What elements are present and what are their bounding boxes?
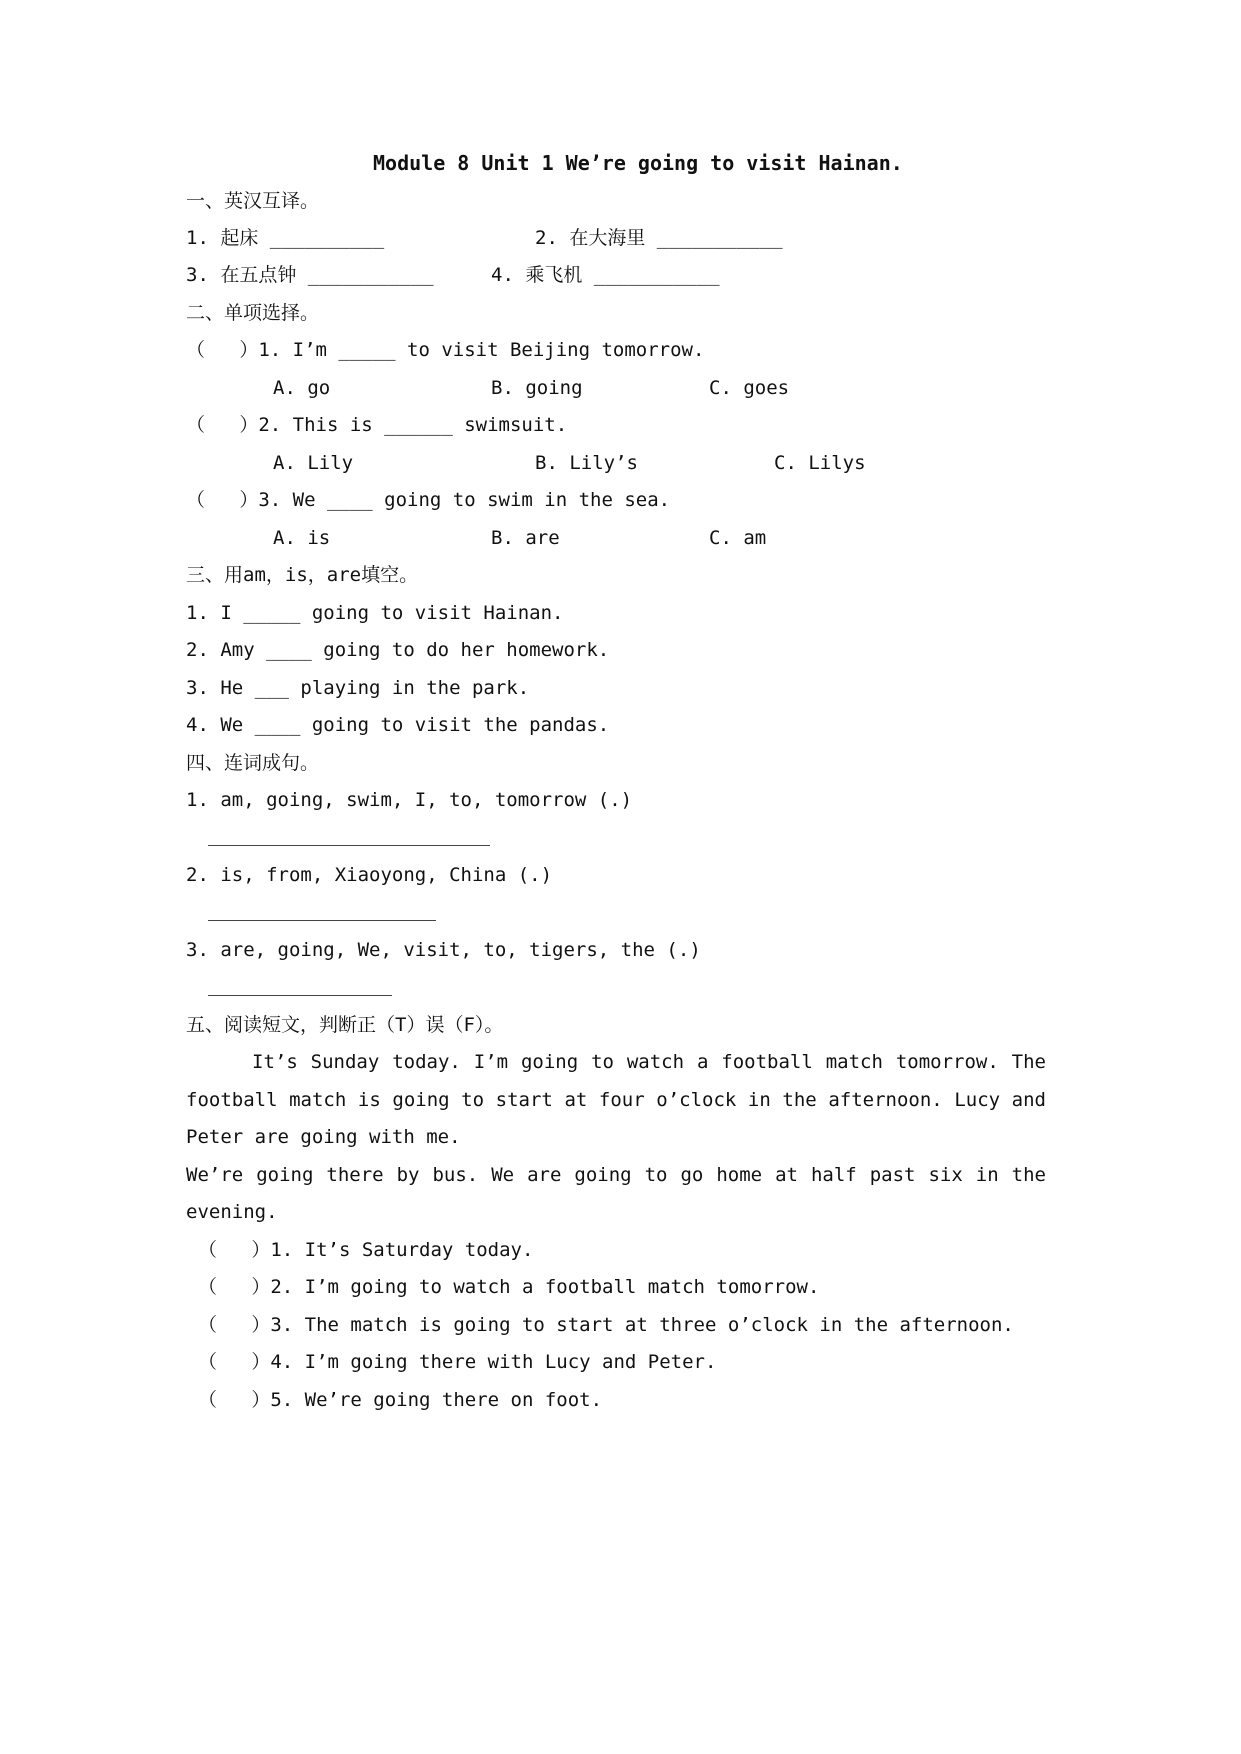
sentence-item-2: 2. is, from, Xiaoyong, China (.) bbox=[186, 864, 553, 886]
judge-item-3: （ ）3. The match is going to start at three o’clock in the afternoon. bbox=[198, 1314, 1014, 1336]
answer-line bbox=[208, 920, 436, 921]
page-title: Module 8 Unit 1 We’re going to visit Hainan. bbox=[373, 151, 903, 175]
choice-question-3: （ ）3. We ____ going to swim in the sea. bbox=[186, 489, 671, 511]
judge-item-2: （ ）2. I’m going to watch a football match tomorrow. bbox=[198, 1276, 820, 1298]
fill-item-4: 4. We ____ going to visit the pandas. bbox=[186, 714, 610, 736]
section-2-heading: 二、单项选择。 bbox=[186, 302, 320, 324]
answer-line bbox=[208, 845, 490, 846]
translation-item-4: 4. 乘飞机 ___________ bbox=[491, 264, 720, 286]
choice-option: B. Lily’s bbox=[535, 452, 638, 474]
choice-option: C. am bbox=[709, 527, 767, 549]
choice-option: A. is bbox=[273, 527, 331, 549]
choice-option: C. goes bbox=[709, 377, 790, 399]
judge-item-1: （ ）1. It’s Saturday today. bbox=[198, 1239, 534, 1261]
choice-question-1: （ ）1. I’m _____ to visit Beijing tomorrow. bbox=[186, 339, 705, 361]
answer-line bbox=[208, 995, 392, 996]
translation-item-2: 2. 在大海里 ___________ bbox=[535, 227, 783, 249]
sentence-item-3: 3. are, going, We, visit, to, tigers, the (.) bbox=[186, 939, 701, 961]
sentence-item-1: 1. am, going, swim, I, to, tomorrow (.) bbox=[186, 789, 633, 811]
choice-option: B. going bbox=[491, 377, 583, 399]
translation-item-1: 1. 起床 __________ bbox=[186, 227, 385, 249]
judge-item-4: （ ）4. I’m going there with Lucy and Peter. bbox=[198, 1351, 717, 1373]
section-4-heading: 四、连词成句。 bbox=[186, 752, 320, 774]
passage-line: We’re going there by bus. We are going to go home at half past six in the bbox=[186, 1164, 1046, 1186]
translation-item-3: 3. 在五点钟 ___________ bbox=[186, 264, 434, 286]
section-5-heading: 五、阅读短文，判断正（T）误（F）。 bbox=[186, 1014, 504, 1036]
choice-option: A. go bbox=[273, 377, 331, 399]
passage-line: football match is going to start at four o’clock in the afternoon. Lucy and bbox=[186, 1089, 1046, 1111]
passage-line: evening. bbox=[186, 1201, 278, 1223]
section-3-heading: 三、用am，is，are填空。 bbox=[186, 564, 419, 586]
choice-option: B. are bbox=[491, 527, 560, 549]
fill-item-2: 2. Amy ____ going to do her homework. bbox=[186, 639, 610, 661]
judge-item-5: （ ）5. We’re going there on foot. bbox=[198, 1389, 603, 1411]
choice-option: C. Lilys bbox=[774, 452, 866, 474]
fill-item-3: 3. He ___ playing in the park. bbox=[186, 677, 530, 699]
passage-line: It’s Sunday today. I’m going to watch a football match tomorrow. The bbox=[252, 1051, 1046, 1073]
passage-line: Peter are going with me. bbox=[186, 1126, 461, 1148]
choice-option: A. Lily bbox=[273, 452, 354, 474]
choice-question-2: （ ）2. This is ______ swimsuit. bbox=[186, 414, 568, 436]
fill-item-1: 1. I _____ going to visit Hainan. bbox=[186, 602, 564, 624]
section-1-heading: 一、英汉互译。 bbox=[186, 190, 320, 212]
